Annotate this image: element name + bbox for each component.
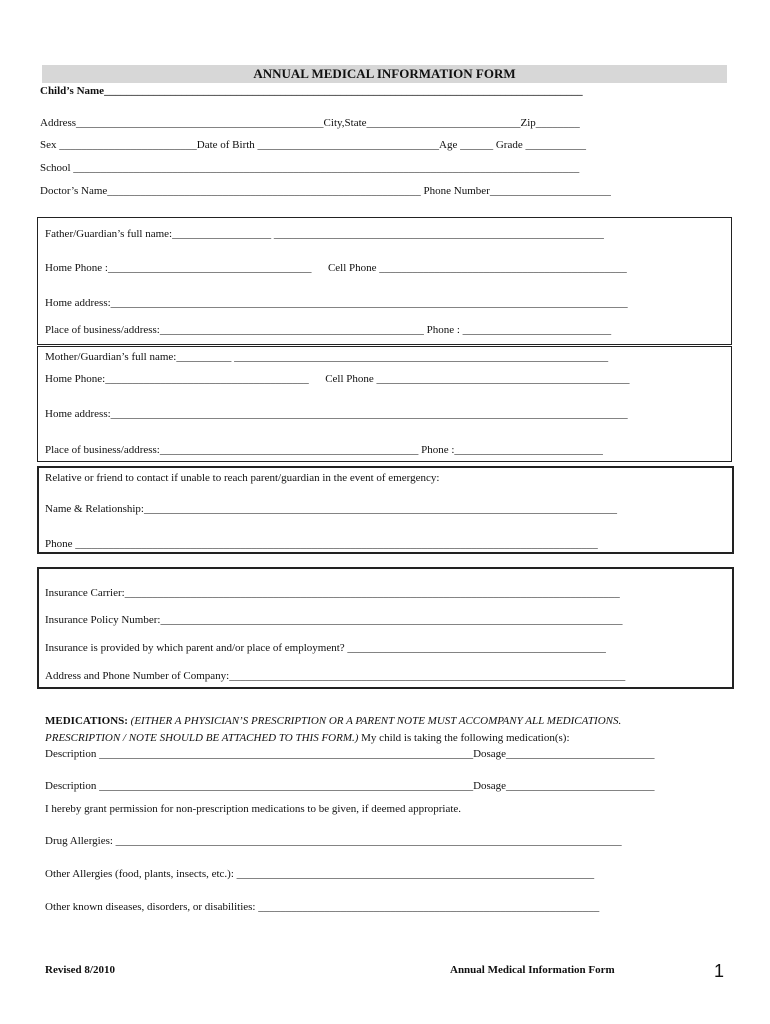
drug-allergies-field[interactable]: Drug Allergies: ____________________________________________________________________________________________: [45, 835, 622, 847]
revised-date: Revised 8/2010: [45, 964, 115, 976]
medications-note-2: PRESCRIPTION / NOTE SHOULD BE ATTACHED TO THIS FORM.): [45, 732, 359, 744]
emergency-heading: Relative or friend to contact if unable to reach parent/guardian in the event of emergency:: [45, 472, 440, 484]
insurance-policy-field[interactable]: Insurance Policy Number:____________________________________________________________________________________: [45, 614, 623, 626]
medications-note-tail: My child is taking the following medication(s):: [358, 732, 570, 744]
emergency-name-field[interactable]: Name & Relationship:______________________________________________________________________________________: [45, 503, 617, 515]
doctor-field[interactable]: Doctor’s Name_________________________________________________________ Phone Number______________________: [40, 185, 611, 197]
medication-description-1-field[interactable]: Description ____________________________________________________________________Dosage___________________________: [45, 748, 655, 760]
medications-note-line: [45, 732, 570, 745]
medications-heading: [45, 715, 621, 728]
emergency-phone-field[interactable]: Phone _______________________________________________________________________________________________: [45, 538, 598, 550]
father-business-field[interactable]: Place of business/address:________________________________________________ Phone : ___________________________: [45, 324, 612, 336]
school-field[interactable]: School ____________________________________________________________________________________________: [40, 162, 580, 174]
mother-business-field[interactable]: Place of business/address:_______________________________________________ Phone :___________________________: [45, 444, 603, 456]
insurance-company-field[interactable]: Address and Phone Number of Company:________________________________________________________________________: [45, 670, 626, 682]
page-title: ANNUAL MEDICAL INFORMATION FORM: [253, 66, 516, 81]
insurance-provider-field[interactable]: Insurance is provided by which parent and/or place of employment? _______________________________________________: [45, 642, 606, 654]
medications-note-1: (EITHER A PHYSICIAN’S PRESCRIPTION OR A PARENT NOTE MUST ACCOMPANY ALL MEDICATIONS.: [127, 715, 622, 727]
childs-name-field[interactable]: Child’s Name_______________________________________________________________________________________: [40, 85, 583, 97]
father-phone-field[interactable]: Home Phone :_____________________________________ Cell Phone _____________________________________________: [45, 262, 627, 274]
father-name-field[interactable]: Father/Guardian’s full name:__________________ ____________________________________________________________: [45, 228, 604, 240]
insurance-carrier-field[interactable]: Insurance Carrier:__________________________________________________________________________________________: [45, 587, 620, 599]
medications-label: MEDICATIONS:: [45, 715, 128, 727]
mother-address-field[interactable]: Home address:______________________________________________________________________________________________: [45, 408, 628, 420]
mother-name-field[interactable]: Mother/Guardian’s full name:__________ ____________________________________________________________________: [45, 351, 609, 363]
footer-form-name: Annual Medical Information Form: [450, 964, 615, 976]
other-allergies-field[interactable]: Other Allergies (food, plants, insects, etc.): _________________________________________________________________: [45, 868, 595, 880]
permission-statement: I hereby grant permission for non-prescription medications to be given, if deemed appropriate.: [45, 803, 462, 815]
page-number: 1: [714, 961, 725, 981]
sex-dob-age-grade-field[interactable]: Sex _________________________Date of Birth _________________________________Age ______ Grade ___________: [40, 139, 586, 151]
medication-description-2-field[interactable]: Description ____________________________________________________________________Dosage___________________________: [45, 780, 655, 792]
mother-phone-field[interactable]: Home Phone:_____________________________________ Cell Phone ______________________________________________: [45, 373, 630, 385]
father-address-field[interactable]: Home address:______________________________________________________________________________________________: [45, 297, 628, 309]
other-diseases-field[interactable]: Other known diseases, disorders, or disabilities: ______________________________________________________________: [45, 901, 600, 913]
address-field[interactable]: Address_____________________________________________City,State____________________________Zip________: [40, 117, 580, 129]
